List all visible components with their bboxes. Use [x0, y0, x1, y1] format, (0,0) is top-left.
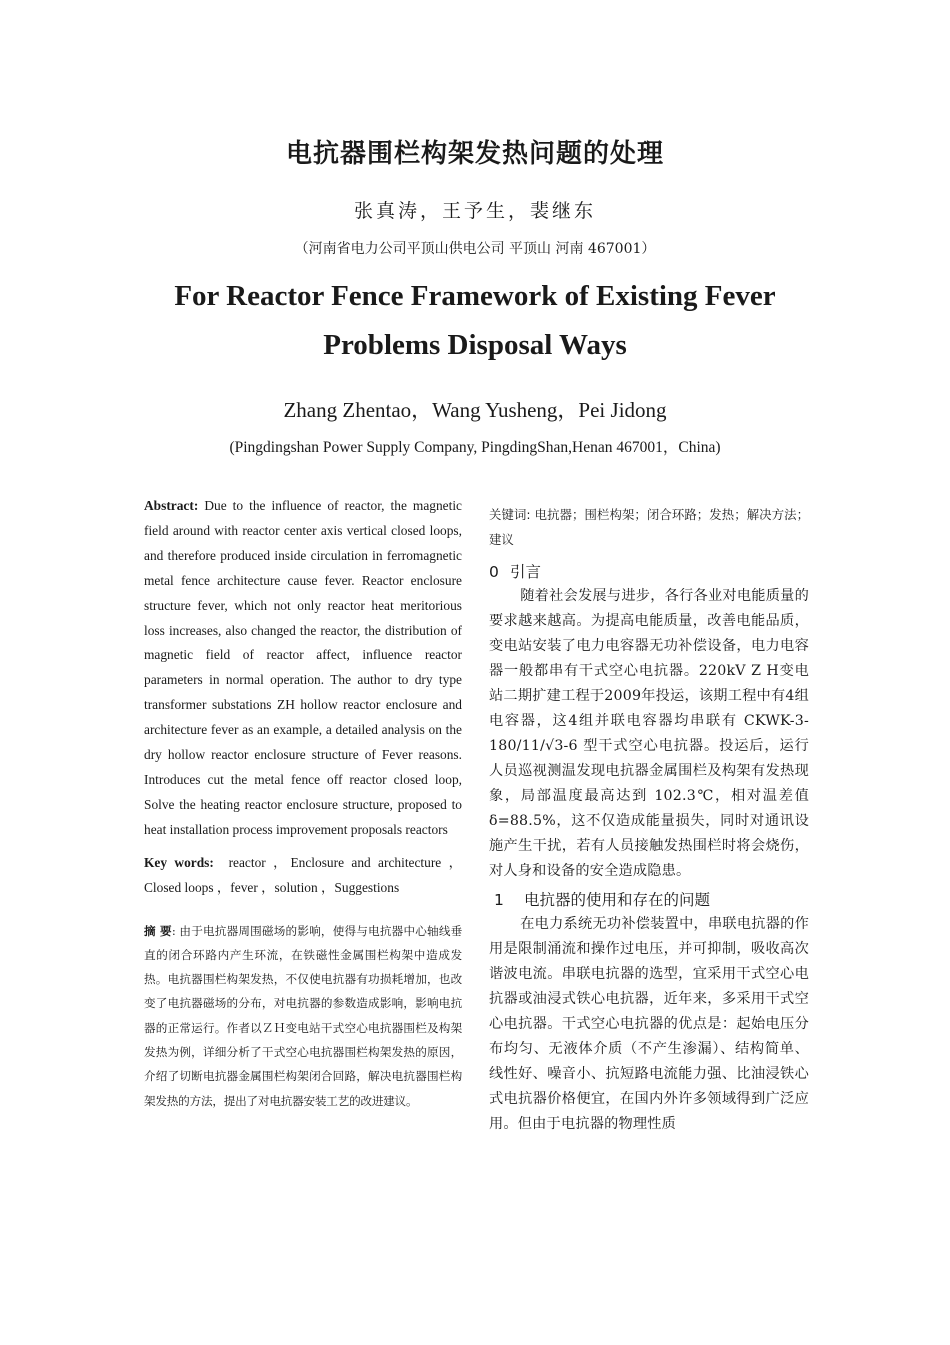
section-1-title: 电抗器的使用和存在的问题 — [524, 891, 711, 909]
section-1-number: 1 — [494, 891, 504, 909]
section-1-text: 在电力系统无功补偿装置中，串联电抗器的作用是限制涌流和操作过电压，并可抑制，吸收高次谐波电流。串联电抗器的选型，宜采用干式空心电抗器或油浸式铁心电抗器，近年来，多采用干式空心电抗器。干式空心电抗器的优点是：起始电压分布均匀、无液体介质（不产生渗漏）、结构简单、线性好、噪音小、抗短路电流能力强、比油浸铁心式电抗器价格便宜，在国内外许多领域得到广泛应用。但由于电抗器的物理性质 — [489, 916, 809, 1132]
affiliation-cn: （河南省电力公司平顶山供电公司 平顶山 河南 467001） — [294, 241, 656, 257]
title-cn: 电抗器围栏构架发热问题的处理 — [285, 139, 664, 169]
abstract-en-text: Due to the influence of reactor, the magnetic field around with reactor center axis vertical closed loops, and therefore produced inside circulation in ferromagnetic metal fence architecture cause fever. Reactor enclosure structure fever, which not only reactor heat meritorious loss increases, also changed the reactor, the distribution of magnetic field of reactor affect, influence reactor parameters in normal operation. The author to dry type transformer substations ZH hollow reactor enclosure and architecture fever as an example, a detailed analysis on the dry hollow reactor enclosure structure of Fever reasons. Introduces cut the metal fence off reactor closed loop, Solve the heating reactor enclosure structure, proposed to heat installation process improvement proposals reactors — [144, 498, 462, 837]
right-column — [489, 503, 809, 1137]
abstract-cn — [144, 919, 462, 1113]
section-0-text: 随着社会发展与进步，各行各业对电能质量的要求越来越高。为提高电能质量，改善电能品质，变电站安装了电力电容器无功补偿设备，电力电容器一般都串有干式空心电抗器。220kV Z H变电站二期扩建工程于2009年投运，该期工程中有4组电容器，这4组并联电容器均串联有 CKWK-3-180/11/√3-6 型干式空心电抗器。投运后，运行人员巡视测温发现电抗器金属围栏及构架有发热现象，局部温度最高达到 102.3℃，相对温差值δ=88.5%，这不仅造成能量损失，同时对通讯设施产生干扰，若有人员接触发热围栏时将会烧伤，对人身和设备的安全造成隐患。 — [489, 588, 809, 879]
abstract-en-label: Abstract: — [144, 498, 199, 513]
section-0-heading — [489, 560, 809, 584]
authors-cn: 张真涛，王予生，裴继东 — [353, 200, 596, 222]
keywords-en-text: reactor ，Enclosure and architecture ，Closed loops ，fever ，solution ，Suggestions — [144, 854, 462, 895]
title-en-line2: Problems Disposal Ways — [323, 329, 627, 361]
section-0-title: 引言 — [510, 563, 542, 581]
abstract-cn-text: : 由于电抗器周围磁场的影响，使得与电抗器中心轴线垂直的闭合环路内产生环流，在铁磁性金属围栏构架中造成发热。电抗器围栏构架发热，不仅使电抗器有功损耗增加，也改变了电抗器磁场的分布，对电抗器的参数造成影响，影响电抗器的正常运行。作者以ＺＨ变电站干式空心电抗器围栏及构架发热为例，详细分析了干式空心电抗器围栏构架发热的原因，介绍了切断电抗器金属围栏构架闭合回路，解决电抗器围栏构架发热的方法，提出了对电抗器安装工艺的改进建议。 — [144, 923, 462, 1108]
keywords-cn: 关键词: 电抗器；围栏构架；闭合环路；发热；解决方法；建议 — [489, 507, 809, 547]
affiliation-en: (Pingdingshan Power Supply Company, PingdingShan,Henan 467001，China) — [229, 439, 721, 456]
keywords-en — [144, 851, 462, 901]
authors-en: Zhang Zhentao，Wang Yusheng，Pei Jidong — [283, 398, 667, 422]
left-column — [144, 494, 462, 1113]
abstract-en — [144, 494, 462, 843]
keywords-en-label: Key words: — [144, 854, 214, 870]
title-en-line1: For Reactor Fence Framework of Existing Fever — [174, 280, 776, 312]
section-1-heading — [489, 888, 809, 912]
section-0-number: 0 — [489, 563, 499, 581]
abstract-cn-label: 摘 要 — [144, 923, 172, 938]
